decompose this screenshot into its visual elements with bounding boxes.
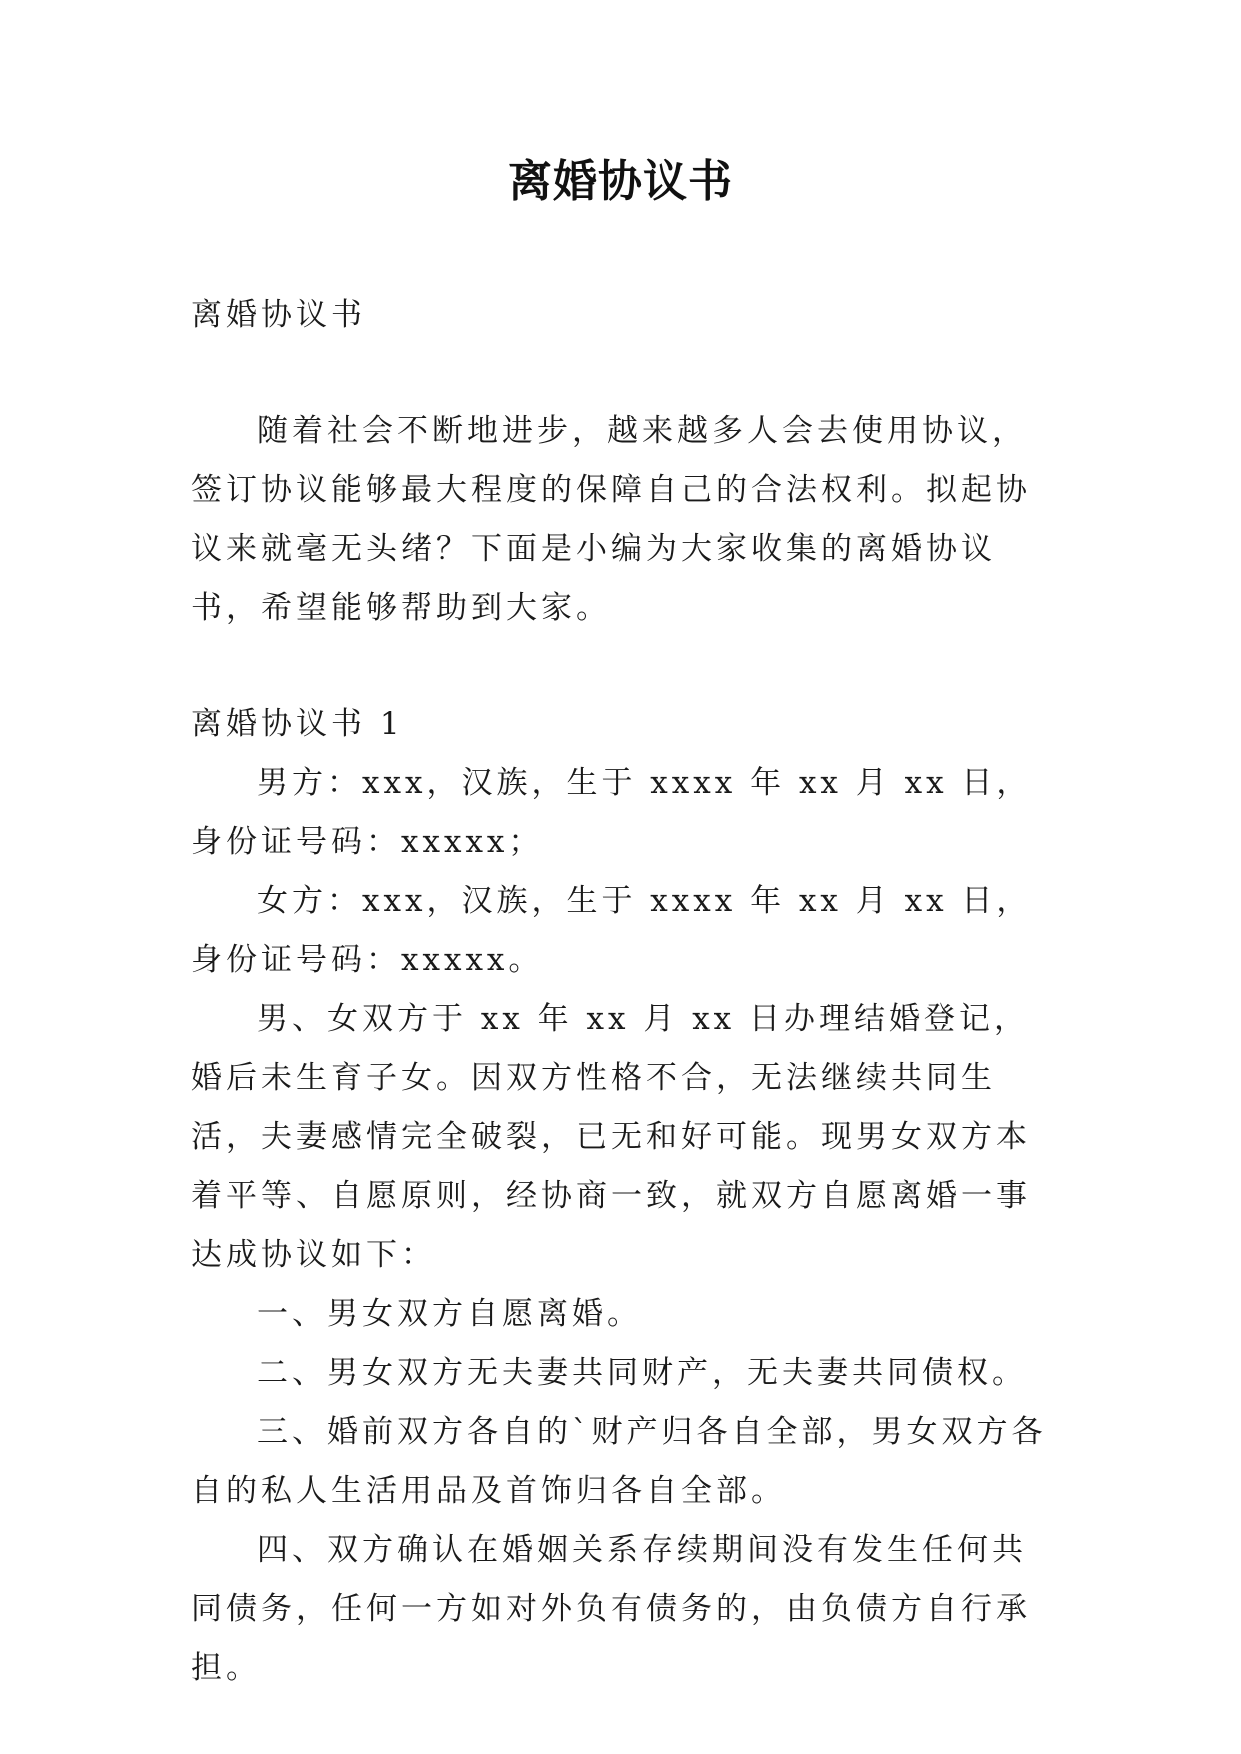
spacer [191, 345, 1051, 402]
section-title: 离婚协议书 1 [191, 706, 404, 742]
clause-4: 四、双方确认在婚姻关系存续期间没有发生任何共同债务，任何一方如对外负有债务的，由负债方自行承担。 [191, 1532, 1031, 1686]
clause-3: 三、婚前双方各自的`财产归各自全部，男女双方各自的私人生活用品及首饰归各自全部。 [191, 1414, 1047, 1509]
female-party-paragraph: 女方：xxx，汉族，生于 xxxx 年 xx 月 xx 日，身份证号码：xxxxx。 [191, 883, 1032, 978]
intro-paragraph: 随着社会不断地进步，越来越多人会去使用协议，签订协议能够最大程度的保障自己的合法权利。拟起协议来就毫无头绪？下面是小编为大家收集的离婚协议书，希望能够帮助到大家。 [191, 413, 1031, 626]
document-heading: 离婚协议书 [191, 297, 366, 333]
spacer [191, 638, 1051, 695]
marriage-paragraph: 男、女双方于 xx 年 xx 月 xx 日办理结婚登记，婚后未生育子女。因双方性格不合，无法继续共同生活，夫妻感情完全破裂，已无和好可能。现男女双方本着平等、自愿原则，经协商一致，就双方自愿离婚一事达成协议如下： [191, 1001, 1031, 1273]
document-body [191, 286, 1051, 1698]
clause-1: 一、男女双方自愿离婚。 [257, 1296, 642, 1332]
male-party-paragraph: 男方：xxx，汉族，生于 xxxx 年 xx 月 xx 日，身份证号码：xxxxx； [191, 765, 1032, 860]
clause-2: 二、男女双方无夫妻共同财产，无夫妻共同债权。 [257, 1355, 1027, 1391]
document-title: 离婚协议书 [508, 156, 733, 207]
